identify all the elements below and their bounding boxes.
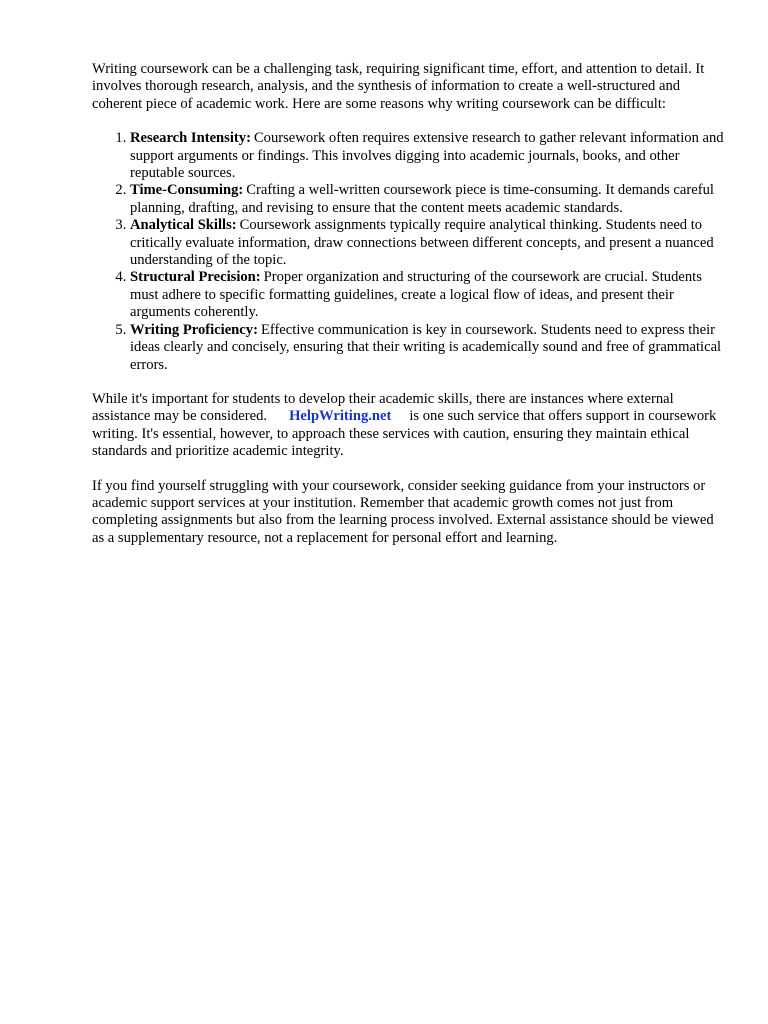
reasons-list: [92, 130, 724, 374]
helpwriting-link[interactable]: HelpWriting.net: [289, 408, 392, 425]
list-item-research-intensity: [130, 130, 724, 182]
list-item-text: Coursework assignments typically require analytical thinking. Students need to critically evaluate information, draw connections between different concepts, and present a nuanced understanding of the topic.: [130, 217, 714, 269]
document-page: [92, 61, 724, 547]
list-item-text: Proper organization and structuring of the coursework are crucial. Students must adhere to specific formatting guidelines, create a logical flow of ideas, and present their arguments coherently.: [130, 269, 702, 321]
closing-paragraph: If you find yourself struggling with your coursework, consider seeking guidance from your instructors or academic support services at your institution. Remember that academic growth comes not just from completing assignments but also from the learning process involved. External assistance should be viewed as a supplementary resource, not a replacement for personal effort and learning.: [92, 477, 714, 546]
list-item-text: Crafting a well-written coursework piece is time-consuming. It demands careful planning, drafting, and revising to ensure that the content meets academic standards.: [130, 182, 714, 216]
list-item-time-consuming: [130, 182, 724, 217]
list-item-term: Writing Proficiency:: [130, 321, 258, 338]
list-item-writing-proficiency: [130, 322, 724, 374]
list-item-text: Effective communication is key in coursework. Students need to express their ideas clearly and concisely, ensuring that their writing is academically sound and free of grammatical errors.: [130, 321, 722, 373]
external-assistance-paragraph: [92, 391, 724, 461]
list-item-term: Structural Precision:: [130, 269, 261, 286]
list-item-term: Time-Consuming:: [130, 182, 244, 199]
list-item-text: Coursework often requires extensive research to gather relevant information and support arguments or findings. This involves digging into academic journals, books, and other reputable sources.: [130, 130, 724, 182]
list-item-analytical-skills: [130, 217, 724, 269]
list-item-term: Research Intensity:: [130, 130, 251, 147]
list-item-term: Analytical Skills:: [130, 217, 237, 234]
intro-paragraph: Writing coursework can be a challenging task, requiring significant time, effort, and attention to detail. It involves thorough research, analysis, and the synthesis of information to create a well-structured and coherent piece of academic work. Here are some reasons why writing coursework can be difficult:: [92, 61, 705, 112]
paragraph-text-before-link: While it's important for students to develop their academic skills, there are instances where external assistance may be considered.: [92, 390, 674, 425]
paragraph-text-after-link: is one such service that offers support in coursework writing. It's essential, however, to approach these services with caution, ensuring they maintain ethical standards and prioritize academic integrity.: [92, 408, 717, 460]
list-item-structural-precision: [130, 269, 724, 321]
